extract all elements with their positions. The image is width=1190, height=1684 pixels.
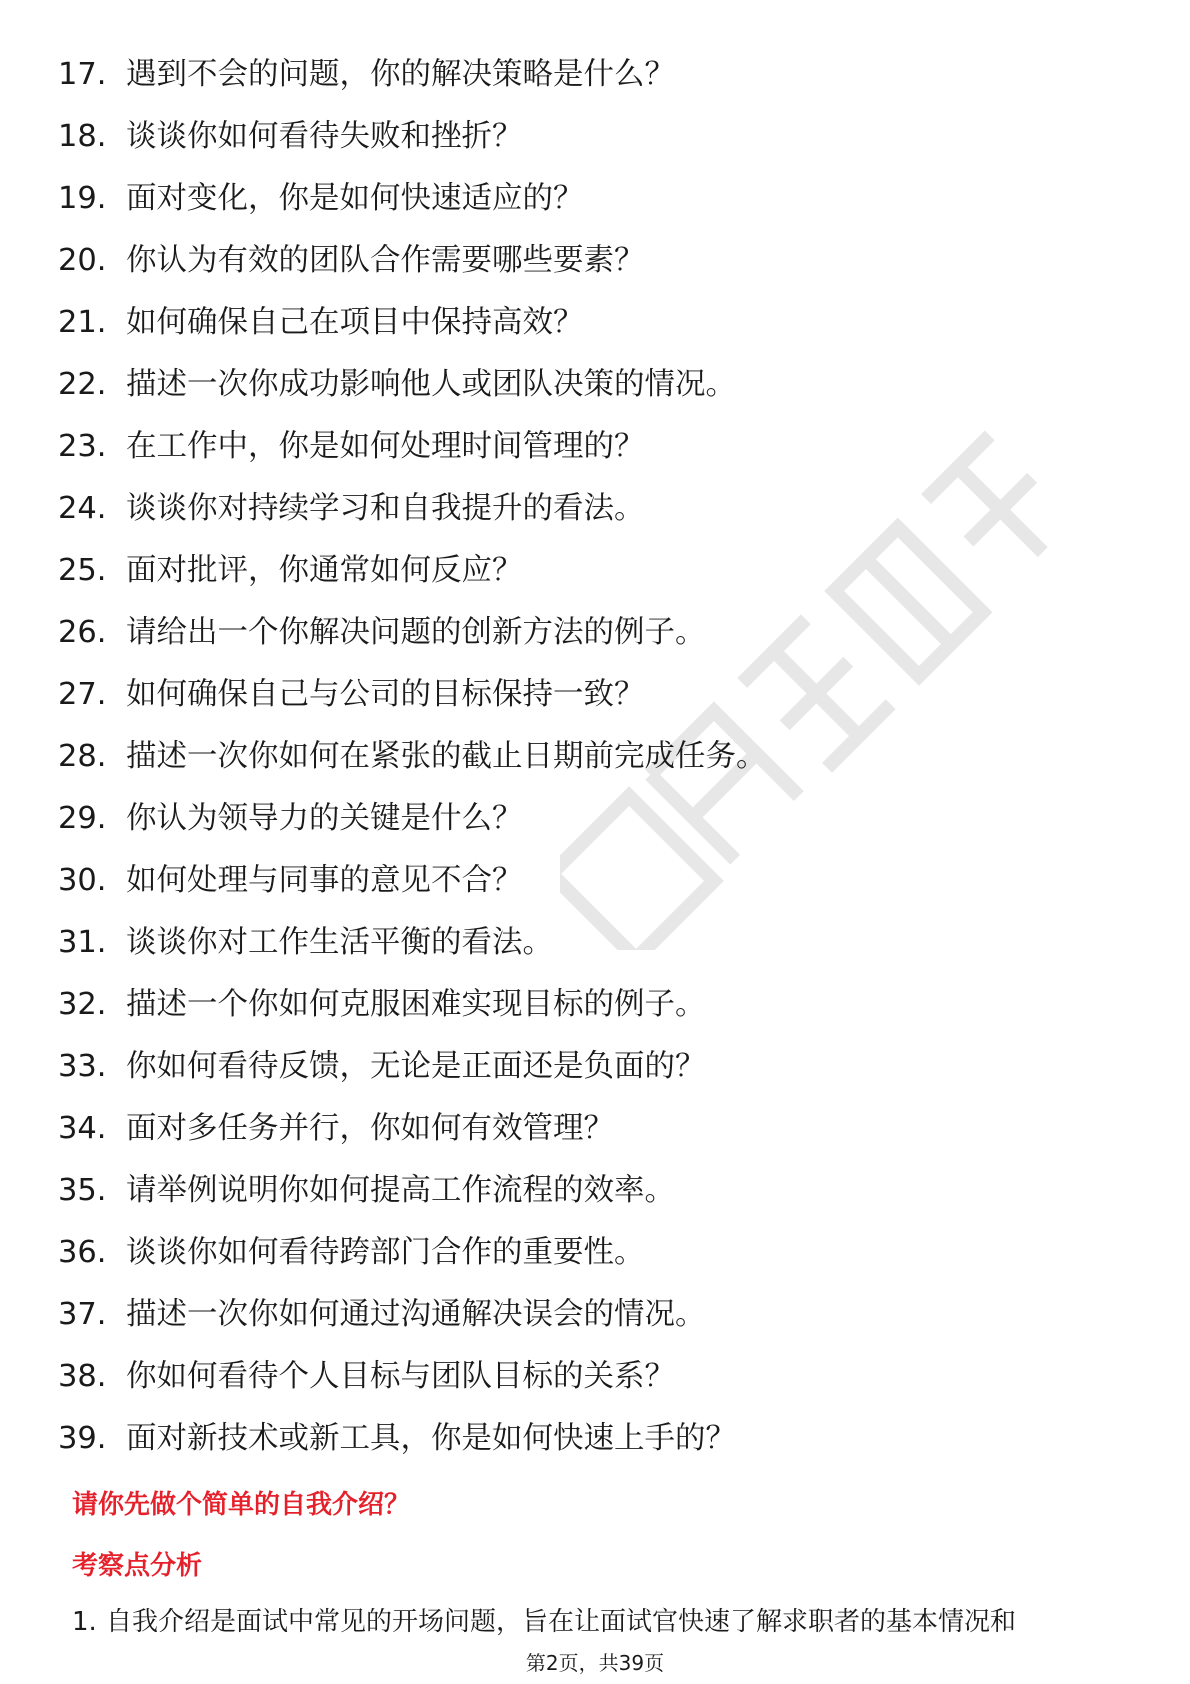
question-number: 18. — [58, 119, 107, 154]
question-heading: 请你先做个简单的自我介绍？ — [72, 1490, 411, 1520]
question-text: 请给出一个你解决问题的创新方法的例子。 — [126, 615, 706, 650]
list-item — [58, 602, 1138, 664]
question-number: 22. — [58, 367, 107, 402]
question-number: 31. — [58, 925, 107, 960]
list-item — [58, 1284, 1138, 1346]
question-text: 如何处理与同事的意见不合？ — [126, 863, 523, 898]
list-item — [58, 1160, 1138, 1222]
question-number: 23. — [58, 429, 107, 464]
question-text: 如何确保自己在项目中保持高效？ — [126, 305, 584, 340]
question-number: 20. — [58, 243, 107, 278]
question-text: 谈谈你如何看待失败和挫折？ — [126, 119, 523, 154]
question-number: 35. — [58, 1173, 107, 1208]
list-item — [58, 168, 1138, 230]
question-number: 28. — [58, 739, 107, 774]
question-number: 25. — [58, 553, 107, 588]
question-text: 你如何看待个人目标与团队目标的关系？ — [126, 1359, 675, 1394]
question-number: 24. — [58, 491, 107, 526]
question-text: 遇到不会的问题，你的解决策略是什么？ — [126, 57, 675, 92]
page-number: 第2页，共39页 — [525, 1651, 665, 1675]
question-number: 38. — [58, 1359, 107, 1394]
list-item — [58, 1408, 1138, 1470]
question-list — [58, 44, 1138, 1470]
question-number: 30. — [58, 863, 107, 898]
question-text: 如何确保自己与公司的目标保持一致？ — [126, 677, 645, 712]
list-item — [58, 230, 1138, 292]
list-item — [58, 478, 1138, 540]
analysis-item-number: 1. — [72, 1607, 97, 1637]
list-item — [58, 106, 1138, 168]
question-text: 描述一次你如何在紧张的截止日期前完成任务。 — [126, 739, 767, 774]
question-text: 你认为领导力的关键是什么？ — [126, 801, 523, 836]
list-item — [58, 974, 1138, 1036]
question-text: 你如何看待反馈，无论是正面还是负面的？ — [126, 1049, 706, 1084]
list-item — [58, 788, 1138, 850]
list-item — [58, 540, 1138, 602]
list-item — [58, 912, 1138, 974]
question-text: 谈谈你对工作生活平衡的看法。 — [126, 925, 553, 960]
question-text: 面对多任务并行，你如何有效管理？ — [126, 1111, 614, 1146]
question-number: 39. — [58, 1421, 107, 1456]
question-number: 32. — [58, 987, 107, 1022]
question-number: 36. — [58, 1235, 107, 1270]
question-number: 21. — [58, 305, 107, 340]
question-number: 19. — [58, 181, 107, 216]
question-text: 在工作中，你是如何处理时间管理的？ — [126, 429, 645, 464]
question-text: 描述一次你成功影响他人或团队决策的情况。 — [126, 367, 736, 402]
question-text: 描述一个你如何克服困难实现目标的例子。 — [126, 987, 706, 1022]
question-number: 26. — [58, 615, 107, 650]
question-text: 面对批评，你通常如何反应？ — [126, 553, 523, 588]
list-item — [58, 664, 1138, 726]
analysis-item-text: 自我介绍是面试中常见的开场问题，旨在让面试官快速了解求职者的基本情况和 — [106, 1607, 1017, 1637]
analysis-item — [72, 1601, 1016, 1638]
list-item — [58, 416, 1138, 478]
list-item — [58, 1346, 1138, 1408]
question-number: 27. — [58, 677, 107, 712]
question-text: 你认为有效的团队合作需要哪些要素？ — [126, 243, 645, 278]
list-item — [58, 726, 1138, 788]
list-item — [58, 1098, 1138, 1160]
list-item — [58, 1036, 1138, 1098]
question-text: 谈谈你如何看待跨部门合作的重要性。 — [126, 1235, 645, 1270]
question-number: 33. — [58, 1049, 107, 1084]
question-text: 面对新技术或新工具，你是如何快速上手的？ — [126, 1421, 736, 1456]
list-item — [58, 44, 1138, 106]
question-text: 谈谈你对持续学习和自我提升的看法。 — [126, 491, 645, 526]
list-item — [58, 850, 1138, 912]
question-text: 请举例说明你如何提高工作流程的效率。 — [126, 1173, 675, 1208]
list-item — [58, 1222, 1138, 1284]
analysis-heading: 考察点分析 — [72, 1551, 203, 1581]
list-item — [58, 354, 1138, 416]
question-text: 面对变化，你是如何快速适应的？ — [126, 181, 584, 216]
question-number: 34. — [58, 1111, 107, 1146]
question-number: 37. — [58, 1297, 107, 1332]
question-text: 描述一次你如何通过沟通解决误会的情况。 — [126, 1297, 706, 1332]
list-item — [58, 292, 1138, 354]
question-number: 29. — [58, 801, 107, 836]
question-number: 17. — [58, 57, 107, 92]
